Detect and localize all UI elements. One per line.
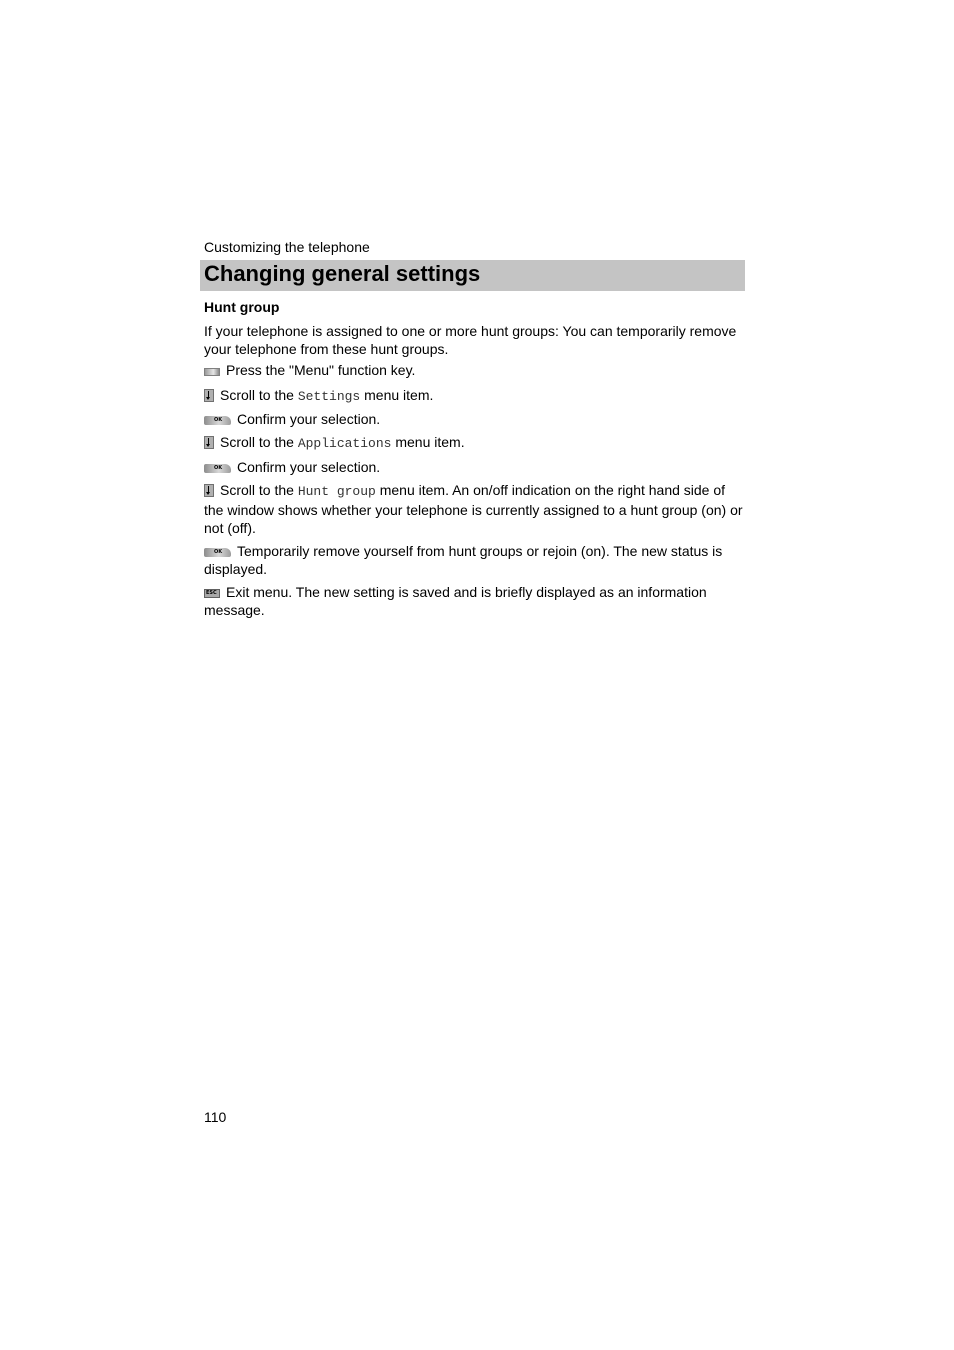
section-header: Customizing the telephone (204, 239, 370, 255)
step-4-post: menu item. (391, 434, 465, 450)
step-7-text: Temporarily remove yourself from hunt groups or rejoin (on). The new status is displayed. (204, 543, 723, 577)
menu-item-applications: Applications (297, 436, 392, 451)
page-title: Changing general settings (200, 260, 745, 291)
step-4 (204, 433, 745, 453)
menu-item-hunt-group: Hunt group (297, 484, 376, 499)
scroll-down-key-icon (204, 484, 214, 497)
step-4-pre: Scroll to the (220, 434, 298, 450)
step-8-text: Exit menu. The new setting is saved and is briefly displayed as an information message. (204, 584, 707, 618)
ok-key-icon (204, 464, 231, 473)
step-3-text: Confirm your selection. (237, 411, 381, 427)
step-5-text: Confirm your selection. (237, 459, 381, 475)
step-6-pre: Scroll to the (220, 482, 298, 498)
ok-key-icon (204, 548, 231, 557)
document-page (204, 238, 745, 619)
step-3 (204, 410, 745, 428)
scroll-down-key-icon (204, 389, 214, 402)
step-2-post: menu item. (360, 387, 434, 403)
step-6-post: menu item. An on/off indication on the right hand side of the window shows whether your telephone is currently assigned to a hunt group (on) or not (off). (204, 482, 743, 536)
step-1-text: Press the "Menu" function key. (226, 362, 416, 378)
step-2 (204, 386, 745, 406)
page-number: 110 (204, 1109, 227, 1125)
subheading-hunt-group: Hunt group (204, 299, 280, 315)
menu-key-icon (204, 368, 220, 376)
step-5 (204, 458, 745, 476)
menu-item-settings: Settings (297, 389, 361, 404)
ok-key-icon (204, 416, 231, 425)
step-2-pre: Scroll to the (220, 387, 298, 403)
step-1 (204, 361, 745, 379)
step-6 (204, 481, 745, 537)
step-8 (204, 583, 745, 619)
intro-paragraph: If your telephone is assigned to one or more hunt groups: You can temporarily remove your telephone from these hunt groups. (204, 323, 737, 357)
scroll-down-key-icon (204, 436, 214, 449)
esc-key-icon (204, 589, 220, 598)
step-7 (204, 542, 745, 578)
